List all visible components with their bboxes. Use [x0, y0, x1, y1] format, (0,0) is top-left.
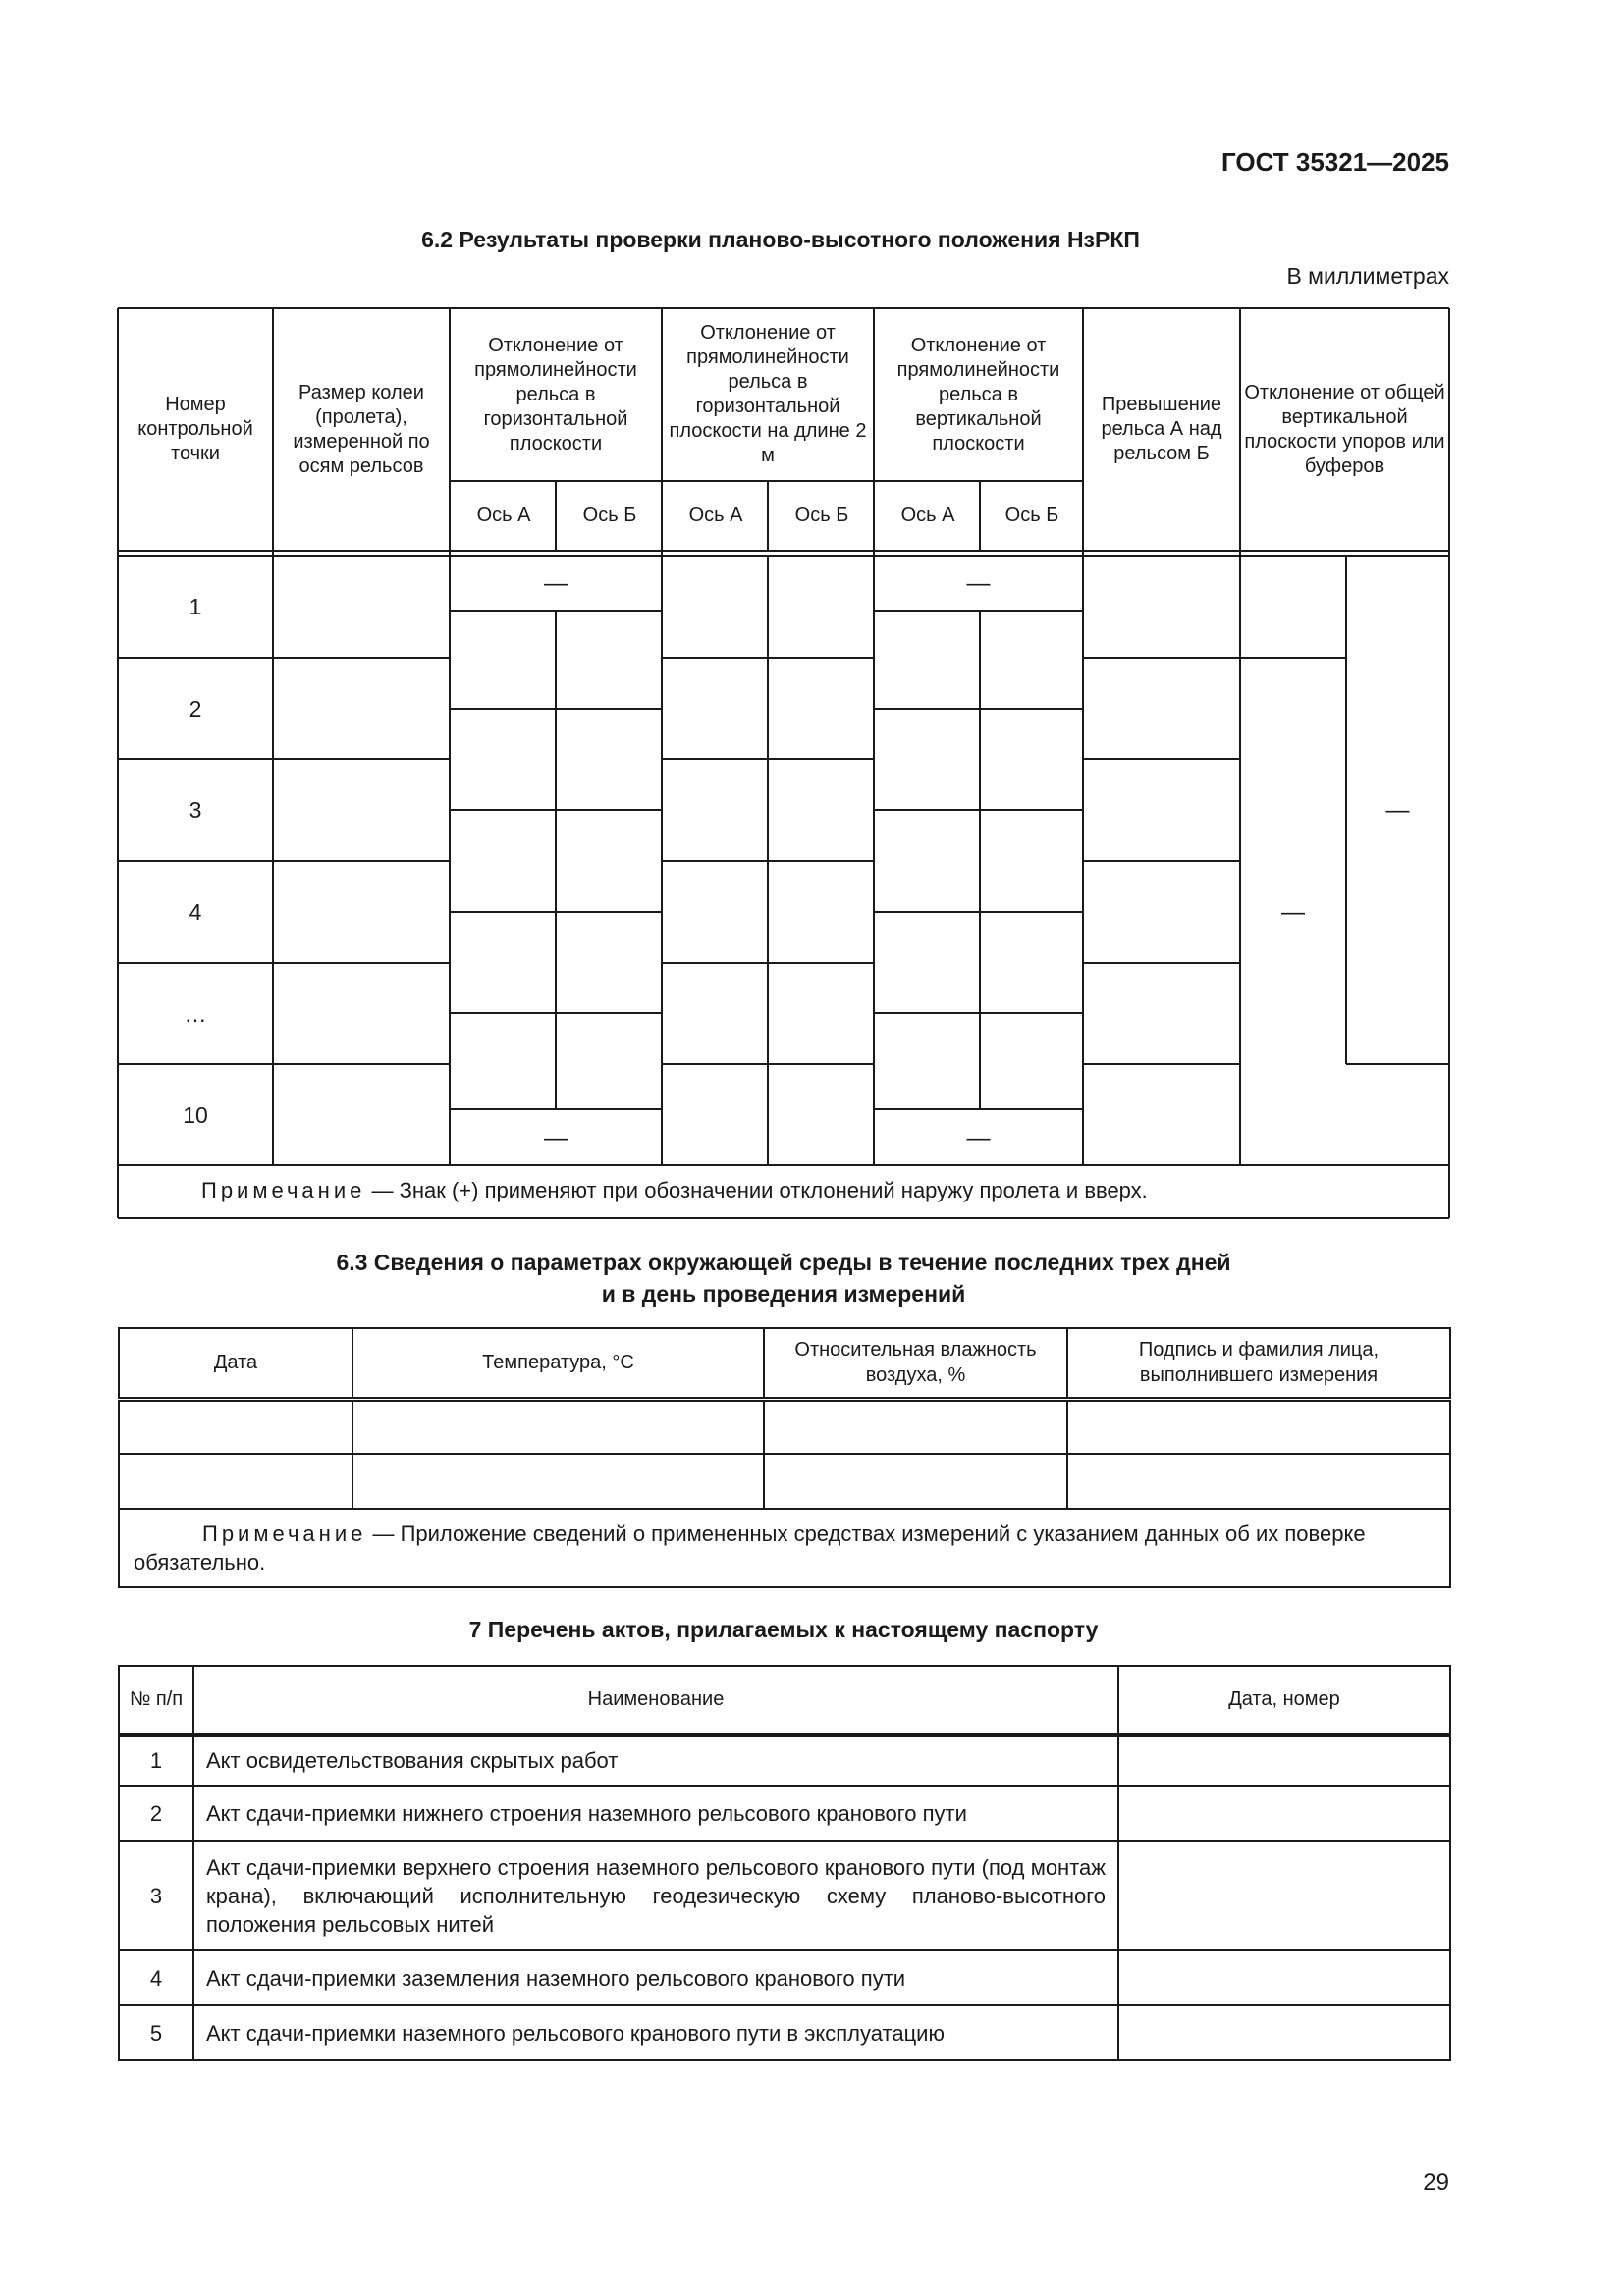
- col-date-number: Дата, номер: [1118, 1666, 1450, 1735]
- row-number: 4: [119, 1950, 193, 2005]
- row-date-number: [1118, 1735, 1450, 1786]
- row-point-number: 10: [183, 1101, 208, 1128]
- col-temperature: Температура, °С: [352, 1328, 764, 1399]
- table-6-3-note: [119, 1509, 1450, 1587]
- row-date-number: [1118, 1841, 1450, 1950]
- empty-cell: [1067, 1454, 1450, 1509]
- note-label: Примечание: [201, 1178, 366, 1202]
- axis-a-label: Ось А: [688, 505, 743, 526]
- row-number: 5: [119, 2005, 193, 2060]
- row-date-number: [1118, 1786, 1450, 1841]
- section-6-3-title-line1: 6.3 Сведения о параметрах окружающей среды в течение последних трех дней: [336, 1250, 1231, 1275]
- empty-cell: [764, 1454, 1067, 1509]
- empty-cell: [1067, 1399, 1450, 1454]
- col-stops-deviation: Отклонение от общей вертикальной плоскости упоров или буферов: [1244, 381, 1445, 477]
- dash-cell: —: [1281, 898, 1305, 926]
- col-date: Дата: [119, 1328, 352, 1399]
- row-name: Акт освидетельствования скрытых работ: [193, 1735, 1118, 1786]
- col-dev-horizontal: Отклонение от прямолинейности рельса в горизонтальной плоскости: [474, 334, 637, 454]
- axis-b-label: Ось Б: [1004, 505, 1059, 526]
- table-row: [119, 1786, 1450, 1841]
- axis-a-label: Ось А: [900, 505, 955, 526]
- row-point-number: 3: [189, 796, 202, 823]
- acts-table: [118, 1665, 1451, 2061]
- col-signature: Подпись и фамилия лица, выполнившего измерения: [1067, 1328, 1450, 1399]
- table-row: [119, 1950, 1450, 2005]
- dash-cell: —: [544, 1124, 568, 1151]
- page-number: 29: [1423, 2169, 1449, 2196]
- environment-table: [118, 1327, 1451, 1588]
- col-name: Наименование: [193, 1666, 1118, 1735]
- note-text: — Приложение сведений о примененных средствах измерений с указанием данных об их поверке обязательно.: [134, 1522, 1366, 1575]
- section-7-title: 7 Перечень актов, прилагаемых к настоящему паспорту: [468, 1617, 1099, 1642]
- table-header-row: [119, 1328, 1450, 1399]
- empty-cell: [119, 1454, 352, 1509]
- col-elevation: Превышение рельса А над рельсом Б: [1101, 394, 1222, 464]
- table-note-row: [119, 1509, 1450, 1587]
- empty-cell: [352, 1399, 764, 1454]
- axis-b-label: Ось Б: [794, 505, 849, 526]
- table-6-2-note: [201, 1176, 1438, 1205]
- col-dev-horizontal-2m: Отклонение от прямолинейности рельса в горизонтальной плоскости на длине 2 м: [669, 322, 867, 466]
- section-6-3-title-line2: и в день проведения измерений: [601, 1281, 966, 1307]
- row-name: Акт сдачи-приемки нижнего строения наземного рельсового кранового пути: [193, 1786, 1118, 1841]
- row-point-number: …: [184, 1000, 207, 1027]
- col-dev-vertical: Отклонение от прямолинейности рельса в вертикальной плоскости: [896, 334, 1060, 454]
- table-header-row: [119, 1666, 1450, 1735]
- row-point-number: 1: [189, 593, 202, 619]
- axis-a-label: Ось А: [476, 505, 531, 526]
- row-date-number: [1118, 2005, 1450, 2060]
- empty-cell: [119, 1399, 352, 1454]
- axis-b-label: Ось Б: [582, 505, 637, 526]
- row-number: 1: [119, 1735, 193, 1786]
- units-label: В миллиметрах: [1286, 263, 1449, 289]
- empty-cell: [764, 1399, 1067, 1454]
- dash-cell: —: [1385, 796, 1410, 824]
- col-point-number: Номер контрольной точки: [137, 394, 253, 464]
- col-number: № п/п: [119, 1666, 193, 1735]
- row-number: 3: [119, 1841, 193, 1950]
- row-point-number: 4: [189, 898, 202, 925]
- dash-cell: —: [966, 1124, 991, 1151]
- table-row: [119, 1454, 1450, 1509]
- note-text: — Знак (+) применяют при обозначении отклонений наружу пролета и вверх.: [365, 1178, 1148, 1202]
- row-name: Акт сдачи-приемки заземления наземного рельсового кранового пути: [193, 1950, 1118, 2005]
- table-row: [119, 1399, 1450, 1454]
- row-name: Акт сдачи-приемки наземного рельсового кранового пути в эксплуатацию: [193, 2005, 1118, 2060]
- row-number: 2: [119, 1786, 193, 1841]
- row-date-number: [1118, 1950, 1450, 2005]
- col-gauge: Размер колеи (пролета), измеренной по осям рельсов: [293, 381, 430, 477]
- table-row: [119, 1735, 1450, 1786]
- standard-number: ГОСТ 35321—2025: [1221, 147, 1449, 177]
- section-6-2-title: 6.2 Результаты проверки планово-высотного положения НзРКП: [421, 227, 1140, 252]
- empty-cell: [352, 1454, 764, 1509]
- row-name: Акт сдачи-приемки верхнего строения наземного рельсового кранового пути (под монтаж крана), включающий исполнительную геодезическую схему планово-высотного положения рельсовых нитей: [193, 1841, 1118, 1950]
- table-row: [119, 2005, 1450, 2060]
- dash-cell: —: [544, 569, 568, 597]
- col-humidity: Относительная влажность воздуха, %: [764, 1328, 1067, 1399]
- table-row: [119, 1841, 1450, 1950]
- row-point-number: 2: [189, 695, 202, 721]
- note-label: Примечание: [202, 1522, 367, 1546]
- dash-cell: —: [966, 569, 991, 597]
